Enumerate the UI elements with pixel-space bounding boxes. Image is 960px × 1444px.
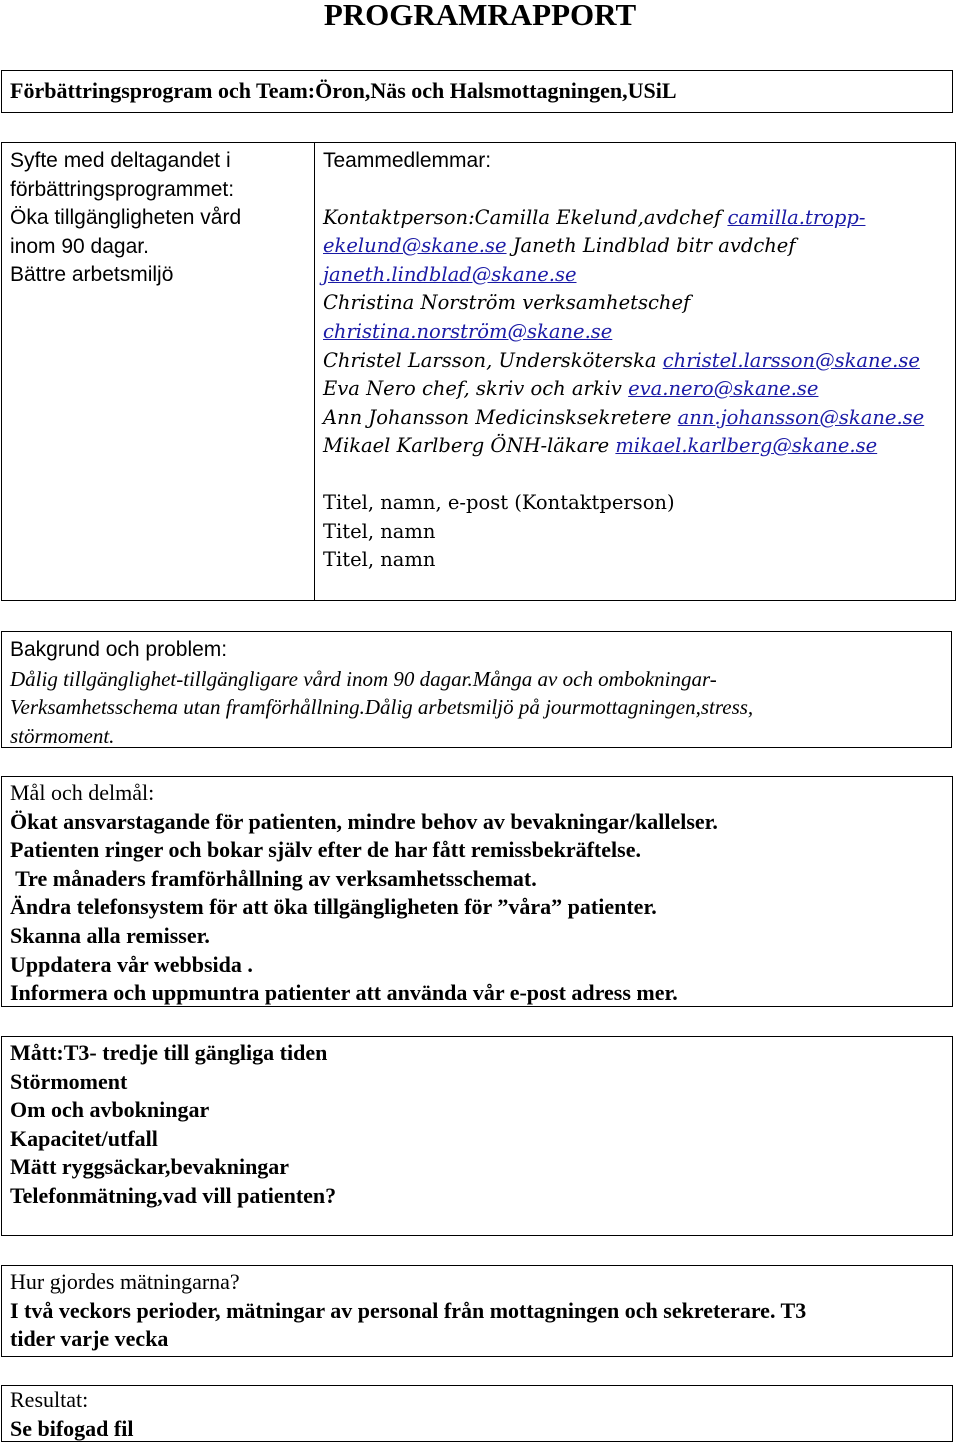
goals-heading: Mål och delmål: — [10, 780, 155, 805]
purpose-column — [2, 143, 315, 600]
purpose-line: Öka tillgängligheten vård — [10, 206, 242, 230]
team-heading: Teammedlemmar: — [323, 149, 492, 172]
program-title: Förbättringsprogram och Team:Öron,Näs och Halsmottagningen,USiL — [10, 78, 677, 103]
email-link[interactable]: mikael.karlberg@skane.se — [615, 434, 878, 458]
email-link[interactable]: christina.norström@skane.se — [323, 319, 613, 343]
measure-item: Om och avbokningar — [10, 1097, 210, 1123]
measure-item: Mått:T3- tredje till gängliga tiden — [10, 1040, 328, 1065]
background-box — [1, 631, 952, 748]
team-list: Kontaktperson:Camilla Ekelund,avdchef camilla.tropp- ekelund@skane.se Janeth Lindblad bitr avdchef janeth.lindblad@skane.se Christina Norström verksamhetschef christina.norström@skane.se Christel Larsson, Undersköterska christel.larsson@skane.se Eva Nero chef, skriv och arkiv eva.nero@skane.se Ann Johansson Medicinsksekretere ann.johansson@skane.se Mikael Karlberg ÖNH-läkare mikael.karlberg@skane.se — [323, 205, 925, 458]
how-heading: Hur gjordes mätningarna? — [10, 1269, 240, 1294]
email-link[interactable]: eva.nero@skane.se — [628, 377, 819, 401]
goal-item: Ökat ansvarstagande för patienten, mindre behov av bevakningar/kallelser. — [10, 808, 718, 834]
purpose-team-box — [1, 142, 956, 601]
measures-box — [1, 1036, 953, 1236]
purpose-text — [10, 204, 306, 290]
email-link[interactable]: ekelund@skane.se — [323, 234, 507, 258]
email-link[interactable]: ann.johansson@skane.se — [677, 405, 925, 429]
goal-item: Ändra telefonsystem för att öka tillgängligheten för ”våra” patienter. — [10, 894, 657, 920]
how-text: I två veckors perioder, mätningar av personal från mottagningen och sekreterare. T3 tider varje vecka — [10, 1297, 807, 1352]
measure-item: Störmoment — [10, 1068, 128, 1094]
email-link[interactable]: camilla.tropp- — [727, 205, 866, 229]
page-title: PROGRAMRAPPORT — [323, 0, 637, 32]
purpose-line: inom 90 dagar. — [10, 234, 149, 258]
email-link[interactable]: christel.larsson@skane.se — [662, 348, 920, 372]
team-template: Titel, namn, e-post (Kontaktperson) Titel, namn Titel, namn — [323, 490, 675, 572]
team-column — [323, 147, 951, 575]
goals-list — [10, 808, 944, 1008]
background-text: Dålig tillgänglighet-tillgängligare vård inom 90 dagar.Många av och ombokningar- Verksamhetsschema utan framförhållning.Dålig arbetsmiljö på jourmottagningen,stress, störmoment. — [10, 666, 754, 748]
goal-item: Informera och uppmuntra patienter att använda vår e-post adress mer. — [10, 980, 678, 1006]
email-link[interactable]: janeth.lindblad@skane.se — [323, 262, 577, 286]
background-heading: Bakgrund och problem: — [10, 638, 228, 661]
goal-item: Skanna alla remisser. — [10, 922, 210, 948]
goal-item: Tre månaders framförhållning av verksamhetsschemat. — [10, 865, 537, 891]
goal-item: Uppdatera vår webbsida . — [10, 951, 253, 977]
result-heading: Resultat: — [10, 1387, 89, 1412]
goals-box — [1, 776, 953, 1007]
measure-item: Mätt ryggsäckar,bevakningar — [10, 1154, 290, 1180]
program-box — [1, 70, 953, 113]
measure-item: Telefonmätning,vad vill patienten? — [10, 1182, 337, 1208]
result-text: Se bifogad fil — [10, 1415, 134, 1441]
how-box — [1, 1265, 953, 1357]
purpose-line: Bättre arbetsmiljö — [10, 263, 174, 287]
result-box — [1, 1385, 953, 1442]
goal-item: Patienten ringer och bokar själv efter de har fått remissbekräftelse. — [10, 837, 641, 863]
purpose-heading: Syfte med deltagandet i förbättringsprogrammet: — [10, 149, 235, 201]
measure-item: Kapacitet/utfall — [10, 1125, 158, 1151]
